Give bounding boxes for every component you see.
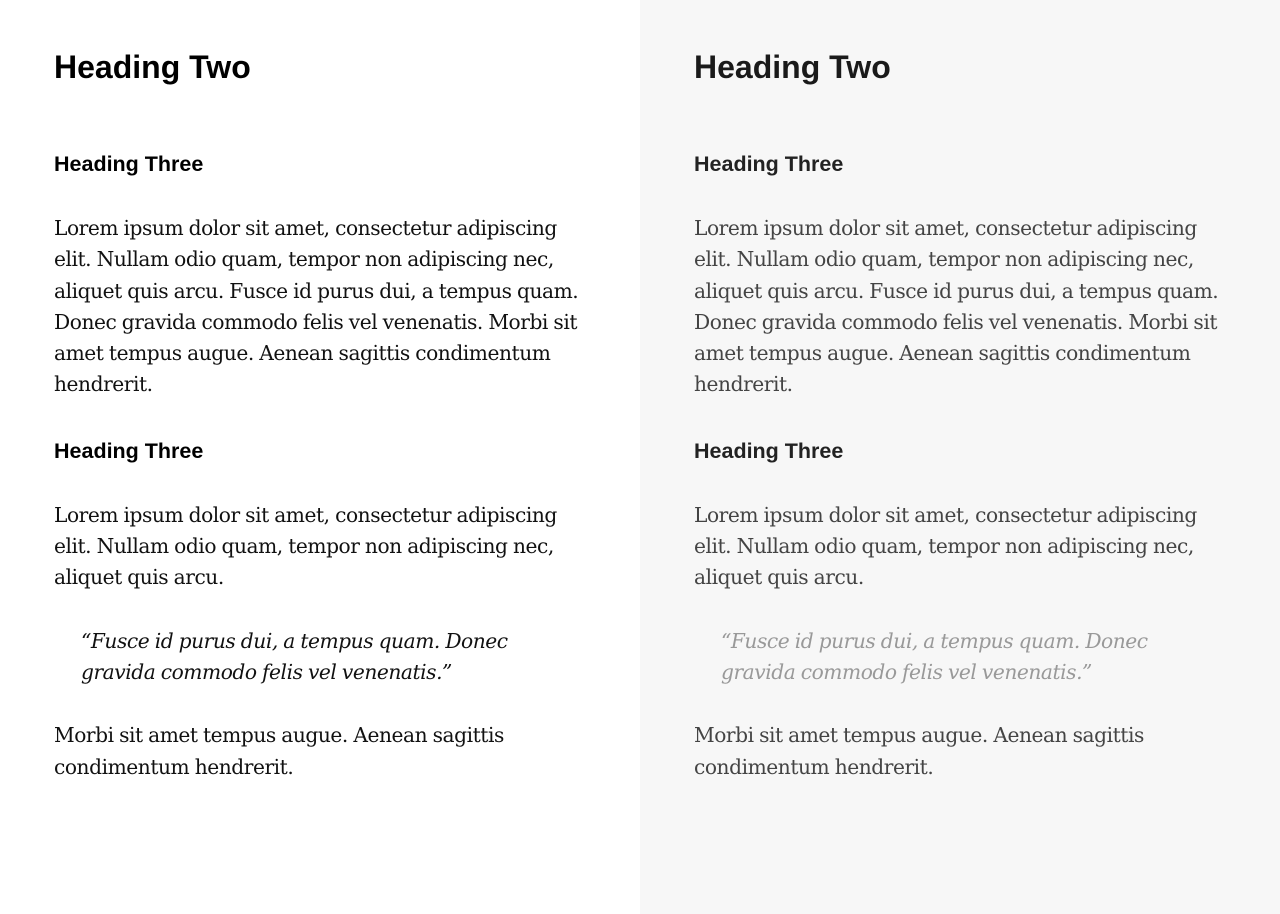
body-paragraph: Lorem ipsum dolor sit amet, consectetur adipiscing elit. Nullam odio quam, tempor non adipiscing nec, aliquet quis arcu. Fusce id purus dui, a tempus quam. Donec gravida commodo felis vel venenatis. Morbi sit amet tempus augue. Aenean sagittis condimentum hendrerit. xyxy=(694,216,1219,397)
body-paragraph: Lorem ipsum dolor sit amet, consectetur adipiscing elit. Nullam odio quam, tempor non adipiscing nec, aliquet quis arcu. xyxy=(54,502,557,590)
heading-three: Heading Three xyxy=(54,438,204,463)
right-typography-panel xyxy=(640,0,1280,914)
body-paragraph: Lorem ipsum dolor sit amet, consectetur adipiscing elit. Nullam odio quam, tempor non adipiscing nec, aliquet quis arcu. Fusce id purus dui, a tempus quam. Donec gravida commodo felis vel venenatis. Morbi sit amet tempus augue. Aenean sagittis condimentum hendrerit. xyxy=(54,216,579,397)
heading-three: Heading Three xyxy=(694,438,844,463)
blockquote: “Fusce id purus dui, a tempus quam. Donec gravida commodo felis vel venenatis.” xyxy=(81,628,508,684)
body-paragraph: Lorem ipsum dolor sit amet, consectetur adipiscing elit. Nullam odio quam, tempor non adipiscing nec, aliquet quis arcu. xyxy=(694,502,1197,590)
heading-three: Heading Three xyxy=(694,152,844,176)
blockquote: “Fusce id purus dui, a tempus quam. Donec gravida commodo felis vel venenatis.” xyxy=(721,628,1148,684)
heading-two: Heading Two xyxy=(54,49,251,85)
heading-two: Heading Two xyxy=(694,49,891,85)
body-paragraph: Morbi sit amet tempus augue. Aenean sagittis condimentum hendrerit. xyxy=(694,723,1144,779)
heading-three: Heading Three xyxy=(54,152,204,176)
body-paragraph: Morbi sit amet tempus augue. Aenean sagittis condimentum hendrerit. xyxy=(54,723,504,779)
